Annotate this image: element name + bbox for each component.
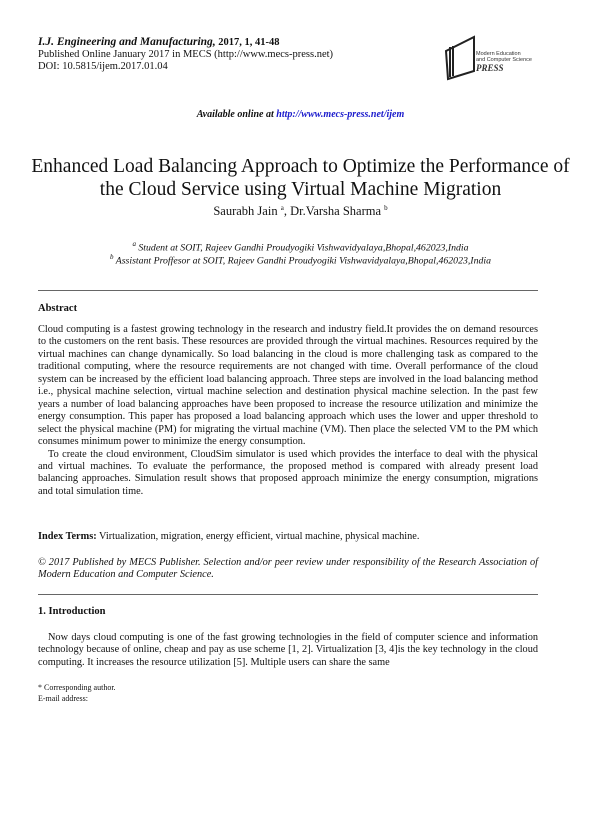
footnote-email: E-mail address: [38,694,88,703]
affiliation [0,240,601,253]
authors [0,204,601,219]
journal-citation [38,36,280,49]
logo-line2: and Computer Science [476,57,532,63]
index-terms [38,531,538,543]
title-line: Enhanced Load Balancing Approach to Optimize the Performance of [31,156,570,177]
available-online [0,109,601,120]
divider [38,290,538,291]
intro-heading: 1. Introduction [38,606,106,617]
copyright: © 2017 Published by MECS Publisher. Selection and/or peer review under responsibility of the Research Association of Modern Education and Computer Science. [38,557,538,581]
doi: DOI: 10.5815/ijem.2017.01.04 [38,61,168,72]
affil-text: Student at SOIT, Rajeev Gandhi Proudyogiki Vishwavidyalaya,Bhopal,462023,India [135,242,469,254]
footnote-corresponding: * Corresponding author. [38,683,116,692]
abstract-paragraph: To create the cloud environment, CloudSim simulator is used which provides the interface to deal with the physical and virtual machines. To evaluate the performance, the proposed method is compared with already present load balancing approaches. Simulation result shows that proposed approach minimize the energy consumption, migrations and total simulation time. [38,448,538,497]
available-prefix: Available online at [196,109,277,120]
author: Saurabh Jain [213,204,281,219]
journal-link[interactable]: http://www.mecs-press.net/ijem [276,109,405,120]
intro-paragraph: Now days cloud computing is one of the fast growing technologies in the field of computer science and information technology because of online, cheap and pay as use scheme [1, 2]. Virtualization [3, 4]is the key technology in the cloud computing. It increases the resource utilization [5]. Multiple users can share the same [38,632,538,668]
index-terms-label: Index Terms: [38,531,97,542]
abstract-heading: Abstract [38,303,78,314]
index-terms-text: Virtualization, migration, energy efficient, virtual machine, physical machine. [96,531,420,542]
publisher-logo [440,33,535,83]
affil-text: Assistant Proffesor at SOIT, Rajeev Gandhi Proudyogiki Vishwavidyalaya,Bhopal,462023,India [113,255,491,267]
journal-name: I.J. Engineering and Manufacturing, [38,36,216,48]
affil-sup: b [109,253,114,261]
published-line: Published Online January 2017 in MECS (http://www.mecs-press.net) [38,49,334,60]
intro-body [38,632,538,669]
author-sup: a [280,204,284,212]
logo-line3: PRESS [476,63,504,73]
abstract-body [38,324,538,498]
author-sup: b [384,204,388,212]
author: , Dr.Varsha Sharma [283,204,385,219]
divider [38,594,538,595]
paper-title [30,155,571,201]
journal-meta: 2017, 1, 41-48 [215,37,280,48]
logo-line1: Modern Education [476,51,521,57]
abstract-paragraph: Cloud computing is a fastest growing technology in the research and industry field.It provides the on demand resources to the customers on the rent basis. These resources are provided through the virtual machines. Resources required by the virtual machines can change dynamically. So load balancing in the cloud is more challenging task as compared to the traditional computing, where the resource requirements are not changed with time. Overall performance of the cloud system can be increased by the efficient load balancing approach. Three steps are involved in the load balancing method i.e., physical machine selection, virtual machine selection and destination physical machine selection. In the past few years a number of load balancing approaches have been proposed to increase the resource utilization and minimize the energy consumption. This paper has proposed a load balancing approach which uses the lower and upper threshold to select the physical machine (PM) for migrating the virtual machine (VM). Then place the selected VM to the PM which consumes minimum power to minimize the energy consumption. [38,324,538,448]
affil-sup: a [132,240,136,248]
title-line: the Cloud Service using Virtual Machine Migration [99,179,502,200]
affiliation [0,253,601,266]
